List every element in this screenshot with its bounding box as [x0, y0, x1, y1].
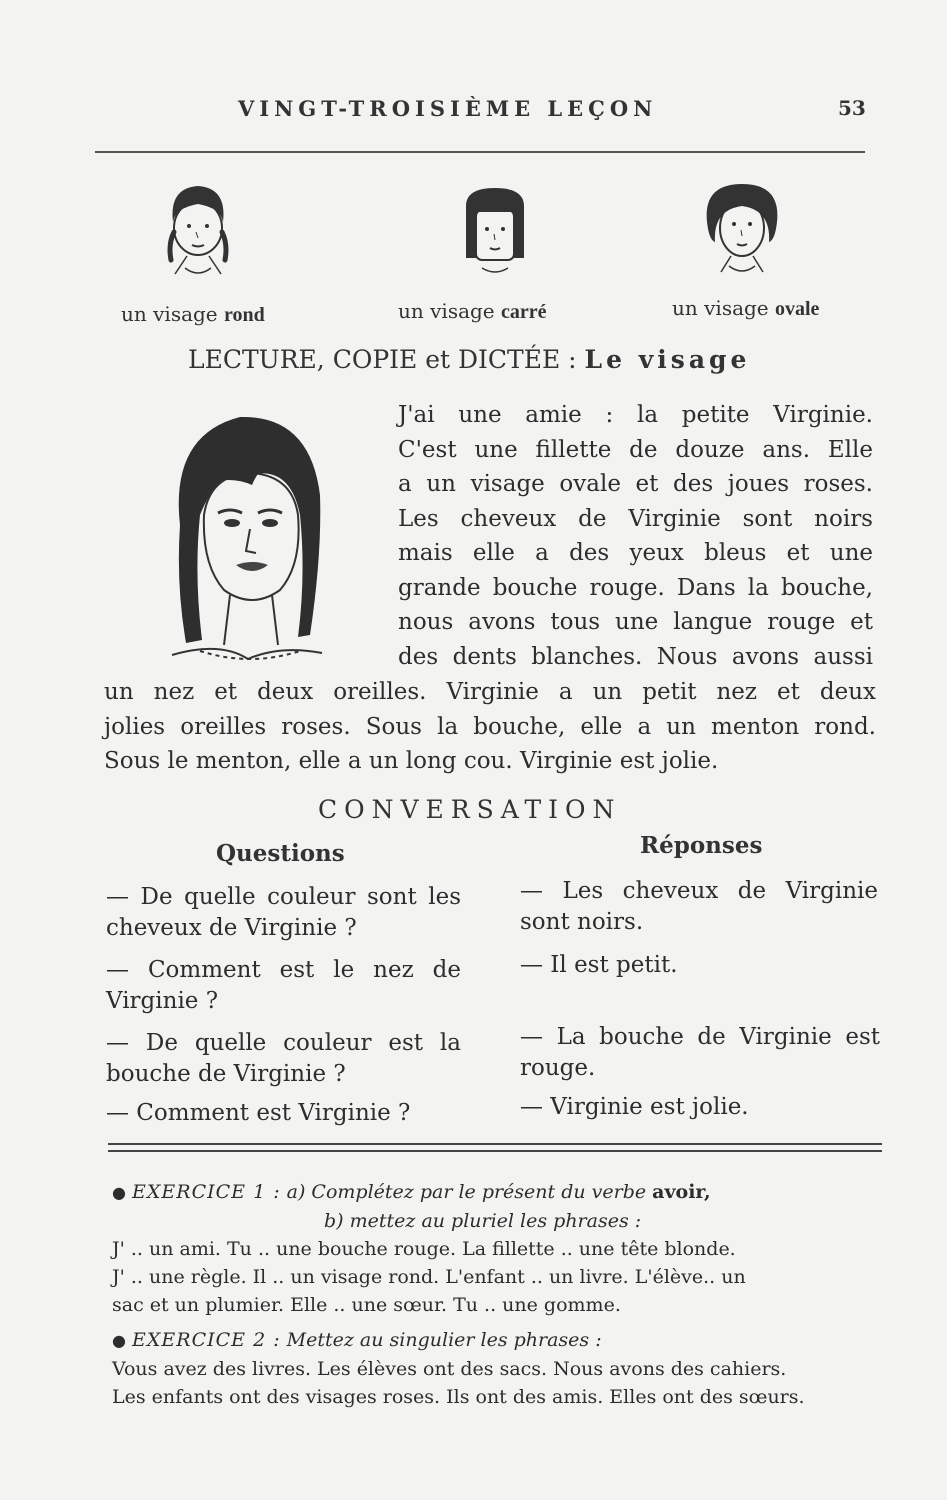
caption-oval [672, 296, 819, 321]
caption-square [398, 299, 547, 324]
reading-text-full [104, 675, 876, 779]
caption-prefix: un visage [121, 302, 218, 326]
bullet-icon: ● [112, 1183, 126, 1202]
question-4: — Comment est Virginie ? [106, 1100, 411, 1126]
bullet-icon: ● [112, 1331, 126, 1350]
round-face-illustration [155, 182, 241, 280]
reading-line: Sous le menton, elle a un long cou. Virginie est jolie. [104, 748, 719, 774]
section-title-main: LECTURE, COPIE et DICTÉE : [188, 345, 577, 374]
exercise-2 [112, 1326, 887, 1411]
exercise-line: Les enfants ont des visages roses. Ils ont des amis. Elles ont des sœurs. [112, 1386, 805, 1408]
reading-line: J'ai une amie : la petite Virginie. [398, 402, 873, 428]
reading-line: un nez et deux oreilles. Virginie a un petit nez et deux [104, 679, 876, 705]
section-divider [108, 1143, 882, 1152]
caption-shape: rond [224, 304, 265, 326]
exercise-label: EXERCICE 2 : [132, 1329, 281, 1351]
exercise-label: EXERCICE 1 : [132, 1181, 281, 1203]
reading-line: mais elle a des yeux bleus et une [398, 540, 873, 566]
reading-line: C'est une fillette de douze ans. Elle [398, 436, 873, 463]
caption-shape: carré [501, 301, 547, 323]
exercise-instruction: a) Complétez par le présent du verbe [286, 1181, 647, 1203]
chapter-title: VINGT-TROISIÈME LEÇON [238, 96, 658, 121]
oval-face-illustration [699, 180, 785, 278]
reading-line: nous avons tous une langue rouge et [398, 609, 873, 635]
answers-header: Réponses [640, 832, 763, 859]
question-1: — De quelle couleur sont les cheveux de Virginie ? [106, 884, 461, 941]
exercise-verb: avoir, [652, 1181, 711, 1203]
caption-prefix: un visage [672, 296, 769, 320]
conversation-title: CONVERSATION [318, 795, 622, 824]
caption-shape: ovale [775, 298, 820, 320]
reading-text-right [398, 398, 873, 674]
answer-1: — Les cheveux de Virginie sont noirs. [520, 878, 878, 935]
exercise-line: J' .. un ami. Tu .. une bouche rouge. La fillette .. une tête blonde. [112, 1238, 736, 1260]
exercise-line: Vous avez des livres. Les élèves ont des sacs. Nous avons des cahiers. [112, 1358, 787, 1380]
answer-4: — Virginie est jolie. [520, 1094, 749, 1120]
reading-line: grande bouche rouge. Dans la bouche, [398, 574, 873, 601]
exercise-instruction: b) mettez au pluriel les phrases : [324, 1210, 642, 1232]
exercise-line: J' .. une règle. Il .. un visage rond. L'enfant .. un livre. L'élève.. un [112, 1266, 746, 1288]
exercise-instruction: Mettez au singulier les phrases : [286, 1329, 602, 1351]
reading-line: jolies oreilles roses. Sous la bouche, elle a un menton rond. [104, 713, 876, 740]
reading-line: des dents blanches. Nous avons aussi [398, 643, 873, 670]
page-number: 53 [838, 96, 866, 120]
section-subtitle: Le visage [584, 345, 751, 374]
caption-prefix: un visage [398, 299, 495, 323]
answer-2: — Il est petit. [520, 952, 678, 978]
caption-round [121, 302, 265, 327]
questions-header: Questions [216, 840, 345, 867]
girl-portrait-illustration [160, 405, 330, 675]
section-title [188, 345, 750, 374]
header-rule [95, 151, 865, 153]
exercise-1 [112, 1178, 887, 1319]
answer-3: — La bouche de Virginie est rouge. [520, 1024, 880, 1081]
exercise-line: sac et un plumier. Elle .. une sœur. Tu .. une gomme. [112, 1294, 621, 1316]
reading-line: a un visage ovale et des joues roses. [398, 471, 873, 497]
question-2: — Comment est le nez de Virginie ? [106, 957, 461, 1014]
square-face-illustration [452, 184, 538, 282]
reading-line: Les cheveux de Virginie sont noirs [398, 505, 873, 532]
question-3: — De quelle couleur est la bouche de Virginie ? [106, 1030, 461, 1087]
